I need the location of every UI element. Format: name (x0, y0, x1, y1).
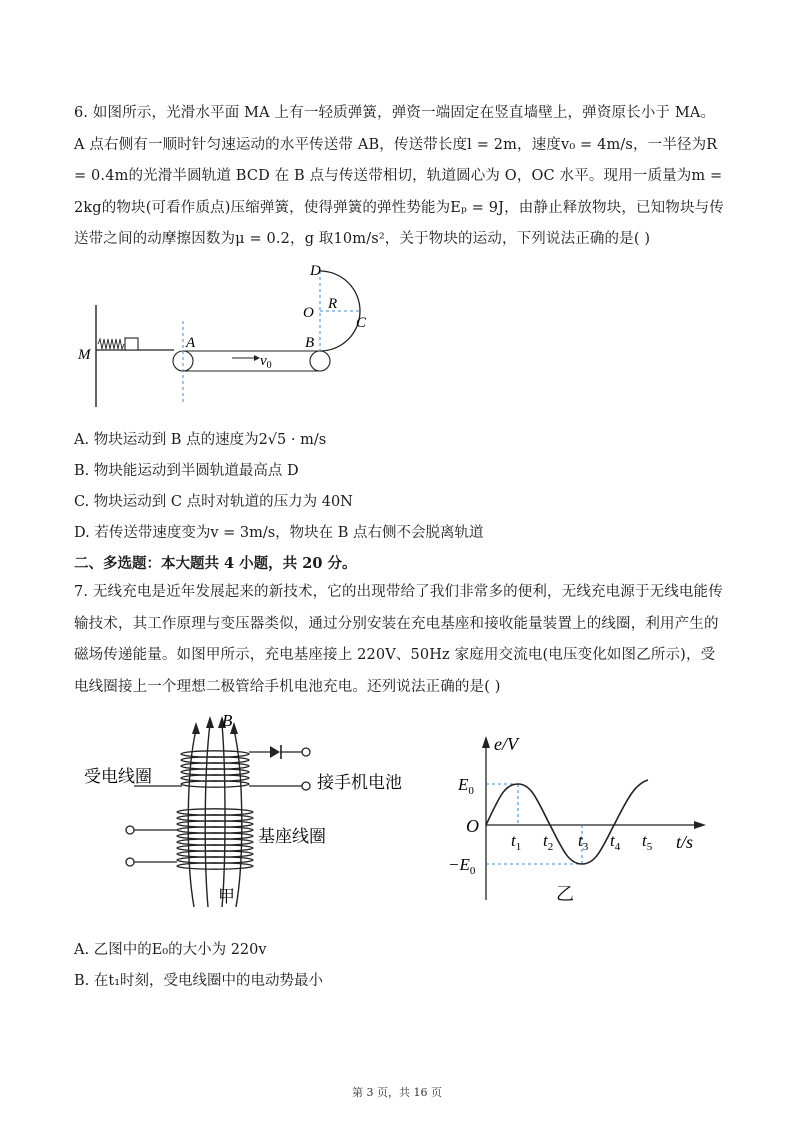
t5-label: $t_5$ (642, 831, 653, 853)
q6-option-a[interactable]: A. 物块运动到 B 点的速度为2√5 · m/s (74, 432, 327, 448)
label-a: A (186, 335, 196, 351)
q7-figure-jia (74, 712, 434, 912)
q7-option-b[interactable]: B. 在t₁时刻，受电线圈中的电动势最小 (74, 973, 324, 989)
block (125, 338, 138, 350)
neg-e0-label: $-E_0$ (448, 855, 476, 877)
label-b: B (305, 335, 315, 351)
receiver-coil (181, 751, 249, 787)
y-axis-label: e/V (494, 734, 518, 754)
page-footer: 第 3 页，共 16 页 (352, 1086, 442, 1099)
t2-label: $t_2$ (543, 831, 554, 853)
label-base-coil: 基座线圈 (258, 827, 326, 847)
label-o: O (303, 305, 314, 321)
label-jia: 甲 (218, 887, 235, 907)
q7-figure-yi (444, 728, 714, 918)
label-phone-battery: 接手机电池 (317, 773, 402, 793)
sine-curve (486, 780, 648, 864)
label-v0: $v_0$ (260, 353, 272, 371)
q6-stem: 6. 如图所示，光滑水平面 MA 上有一轻质弹簧，弹资一端固定在竖直墙壁上，弹资原长小于 MA。A 点右侧有一顺时针匀速运动的水平传送带 AB，传送带长度l = 2m，速度v₀ = 4m/s，一半径为R = 0.4m的光滑半圆轨道 BCD 在 B 点与传送带相切，轨道圆心为 O，OC 水平。现用一质量为m = 2kg的物块(可看作质点)压缩弹簧，使得弹簧的弹性势能为Eₚ = 9J，由静止释放物块，已知物块与传送带之间的动摩擦因数为μ = 0.2，g 取10m/s²，关于物块的运动，下列说法正确的是( ) (74, 105, 724, 247)
q6-option-b[interactable]: B. 物块能运动到半圆轨道最高点 D (74, 463, 299, 479)
label-m: M (78, 347, 91, 363)
spring (98, 339, 124, 349)
section-heading: 二、多选题：本大题共 4 小题，共 20 分。 (74, 555, 357, 572)
pulley-b (310, 351, 330, 371)
origin-label: O (466, 816, 479, 836)
q6-option-c[interactable]: C. 物块运动到 C 点时对轨道的压力为 40N (74, 494, 353, 510)
label-yi: 乙 (556, 884, 574, 905)
q7-option-a[interactable]: A. 乙图中的E₀的大小为 220v (74, 942, 267, 958)
label-b-field: B (222, 712, 233, 730)
t1-label: $t_1$ (511, 831, 522, 853)
t4-label: $t_4$ (610, 831, 621, 853)
diode (270, 746, 280, 758)
label-d: D (310, 263, 321, 279)
label-receiver-coil: 受电线圈 (84, 767, 152, 787)
e0-label: $E_0$ (458, 775, 474, 797)
q7-stem: 7. 无线充电是近年发展起来的新技术，它的出现带给了我们非常多的便利，无线充电源于无线电能传输技术，其工作原理与变压器类似，通过分别安装在充电基座和接收能量装置上的线圈，利用产生的磁场传递能量。如图甲所示，充电基座接上 220V、50Hz 家庭用交流电(电压变化如图乙所示)，受电线圈接上一个理想二极管给手机电池充电。还列说法正确的是( ) (74, 584, 723, 695)
label-c: C (356, 315, 367, 331)
label-r: R (328, 296, 338, 312)
x-axis-label: t/s (676, 832, 694, 852)
q6-option-d[interactable]: D. 若传送带速度变为v = 3m/s，物块在 B 点右侧不会脱离轨道 (74, 525, 484, 541)
t3-label: $t_3$ (578, 831, 589, 853)
q6-figure (74, 255, 394, 415)
